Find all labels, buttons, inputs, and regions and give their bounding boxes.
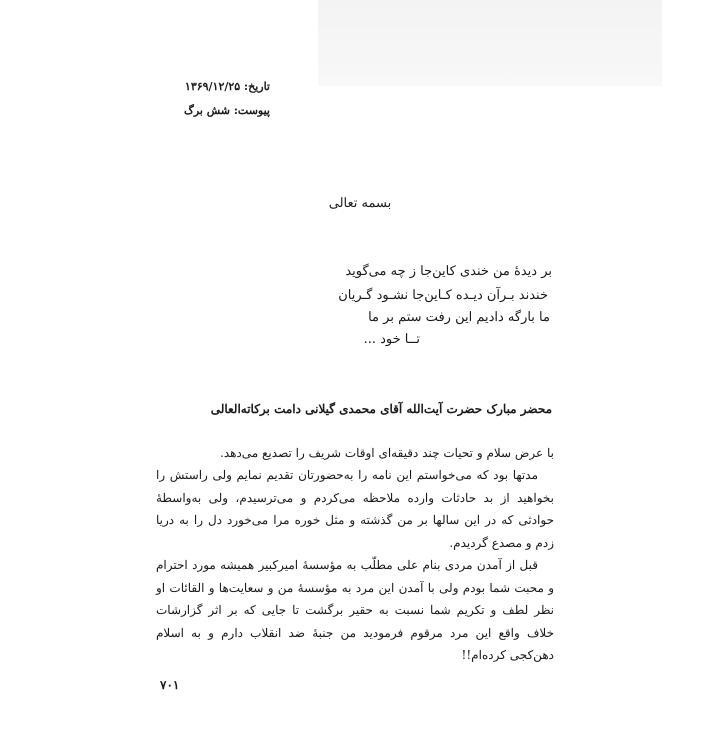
body-paragraph: قبل از آمدن مردی بنام علی مطلّب به مؤسسهٔ امیرکبیر همیشه مورد احترام و محبت شما بودم ولی با آمدن این مرد به مؤسسهٔ من و سعایت‌ها و القائات او نظر لطف و تکریم شما نسبت به حقیر برگشت تا جایی که بر اثر گزارشات خلاف واقع این مرد مرقوم فرمودید من جنبهٔ ضد انقلاب دارم و به اسلام دهن‌کجی کرده‌ام!!	[156, 558, 554, 662]
greeting-paragraph: با عرض سلام و تحیات چند دقیقه‌ای اوقات شریف را تصدیع می‌دهد.	[220, 446, 554, 460]
letter-addressee: محضر مبارک حضرت آیت‌الله آقای محمدی گیلانی دامت برکاته‌العالی	[210, 402, 552, 416]
verse-line: بر دیدهٔ من خندی کاین‌جا ز چه می‌گوید	[345, 264, 552, 279]
verse-line: ما بارگه دادیم این رفت ستم بر ما	[368, 310, 550, 325]
invocation-heading: بسمه تعالی	[328, 196, 392, 211]
verse-line: خندند بـرآن دیـده کـاین‌جا نشـود گـریان	[338, 288, 548, 303]
page-number: ۷۰۱	[160, 678, 180, 692]
letter-date: تاریخ: ۱۳۶۹/۱۲/۲۵	[184, 80, 270, 93]
letter-attachment: پیوست: شش برگ	[183, 104, 270, 117]
scan-shading	[318, 0, 662, 86]
verse-line: تــا خود ...	[363, 332, 420, 347]
body-paragraph: مدتها بود که می‌خواستم این نامه را به‌حضورتان تقدیم نمایم ولی راستش را بخواهید از بد حادثات وارده ملاحظه می‌کردم و می‌ترسیدم، ولی به‌واسطهٔ حوادثی که در این سالها بر من گذشته و مثل خوره مرا می‌خورد دل را به دریا زدم و مصدع گردیدم.	[156, 468, 554, 550]
